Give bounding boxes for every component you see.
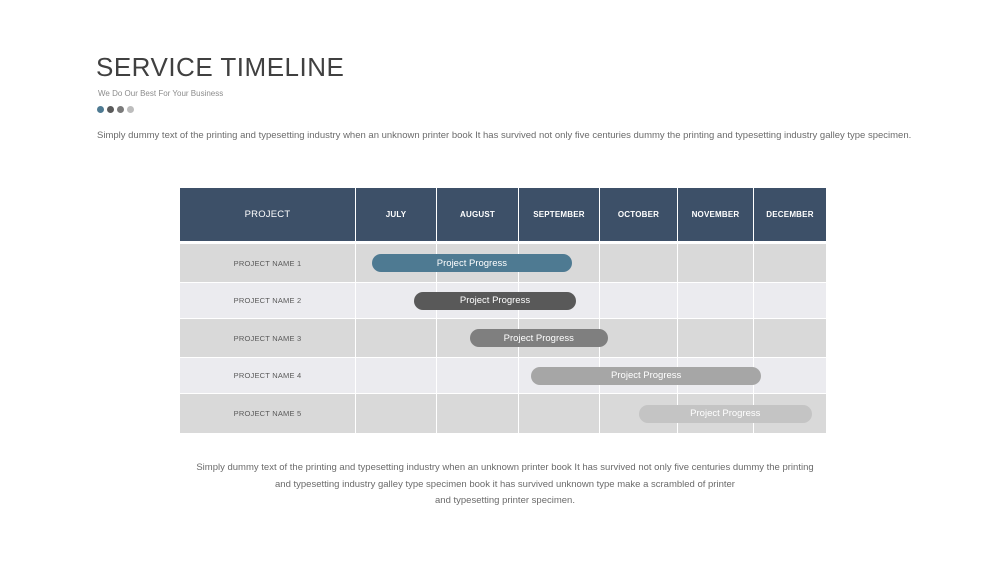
month-cell [600,244,678,282]
footer-line: Simply dummy text of the printing and typesetting industry when an unknown printer book It has survived not only five centuries dummy the printing [196,462,814,473]
progress-bar-3: Project Progress [470,329,608,347]
month-cell [754,358,826,393]
month-cell [437,358,519,393]
progress-bar-5: Project Progress [639,405,812,423]
dot [117,106,124,113]
footer-paragraph [160,460,850,510]
project-name-cell: PROJECT NAME 1 [180,244,356,282]
month-header-october: OCTOBER [600,188,678,241]
progress-bar-1: Project Progress [372,254,571,272]
month-cell [600,319,678,357]
dot [127,106,134,113]
month-header-december: DECEMBER [754,188,826,241]
month-cell [678,283,754,318]
month-header-july: JULY [356,188,437,241]
decorative-dots [97,106,134,113]
project-column-header: PROJECT [180,188,356,241]
month-cell [437,394,519,433]
project-name-cell: PROJECT NAME 4 [180,358,356,393]
progress-bar-4: Project Progress [531,367,761,385]
footer-line: and typesetting printer specimen. [435,495,575,506]
month-cell [356,394,437,433]
month-cell [754,319,826,357]
intro-paragraph: Simply dummy text of the printing and typesetting industry when an unknown printer book It has survived not only five centuries dummy the printing and typesetting industry galley type specimen. [97,130,912,141]
month-cell [754,244,826,282]
progress-bar-2: Project Progress [414,292,575,310]
month-cell [356,319,437,357]
month-cell [678,244,754,282]
gantt-table [180,188,826,433]
month-cell [519,394,600,433]
month-cell [754,283,826,318]
gantt-header-row [180,188,826,241]
dot [107,106,114,113]
month-header-august: AUGUST [437,188,519,241]
month-header-november: NOVEMBER [678,188,754,241]
project-name-cell: PROJECT NAME 3 [180,319,356,357]
project-name-cell: PROJECT NAME 5 [180,394,356,433]
month-cell [678,319,754,357]
project-name-cell: PROJECT NAME 2 [180,283,356,318]
month-header-september: SEPTEMBER [519,188,600,241]
dot [97,106,104,113]
page-subtitle: We Do Our Best For Your Business [98,89,224,98]
month-cell [600,283,678,318]
footer-line: and typesetting industry galley type specimen book it has survived unknown type make a scrambled of printer [275,478,735,490]
page-title: SERVICE TIMELINE [96,52,345,82]
month-cell [356,358,437,393]
